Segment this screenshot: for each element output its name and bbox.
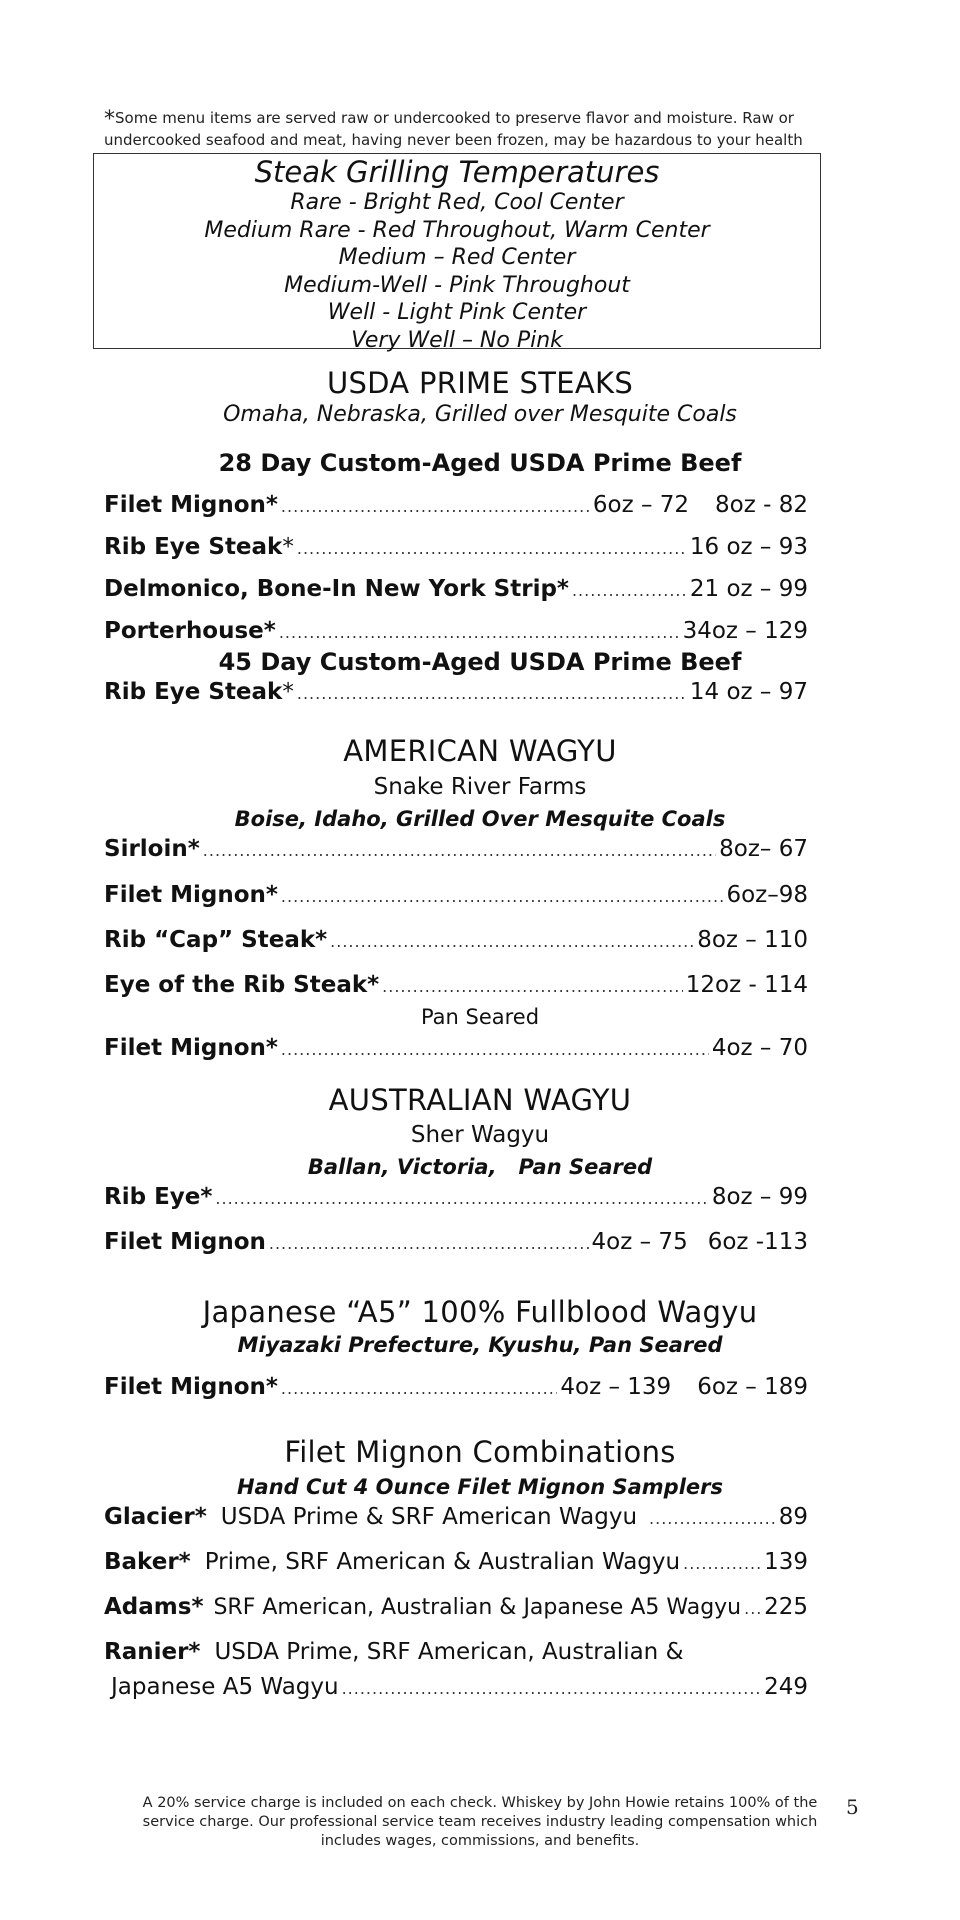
- page-number: 5: [846, 1795, 859, 1819]
- menu-item: [104, 880, 808, 912]
- leader-dots: [649, 1504, 776, 1534]
- menu-item: [104, 1372, 808, 1404]
- australian-farm: Sher Wagyu: [410, 1122, 550, 1148]
- item-name: Adams*: [104, 1594, 204, 1620]
- menu-item: [104, 1547, 808, 1579]
- menu-item: [104, 1227, 808, 1259]
- item-price-alt: 8oz - 82: [715, 492, 808, 518]
- item-name: Glacier*: [104, 1504, 207, 1530]
- combinations-subtitle: Hand Cut 4 Ounce Filet Mignon Samplers: [236, 1475, 724, 1499]
- leader-dots: [744, 1594, 761, 1624]
- item-name: Filet Mignon*: [104, 492, 278, 518]
- leader-dots: [269, 1229, 589, 1259]
- item-price: 8oz – 110: [697, 927, 808, 953]
- item-price: 8oz – 99: [711, 1184, 808, 1210]
- item-name: Filet Mignon*: [104, 1374, 278, 1400]
- temperature-line: Very Well – No Pink: [351, 327, 563, 353]
- menu-item-second-line: [111, 1672, 808, 1704]
- leader-dots: [279, 618, 680, 648]
- leader-dots: [281, 882, 724, 912]
- leader-dots: [281, 1374, 557, 1404]
- menu-item: [104, 1502, 808, 1534]
- combinations-title: Filet Mignon Combinations: [284, 1435, 676, 1469]
- item-price: 139: [764, 1549, 808, 1575]
- aged-28-heading: 28 Day Custom-Aged USDA Prime Beef: [218, 449, 742, 477]
- temperature-line: Rare - Bright Red, Cool Center: [290, 190, 624, 215]
- leader-dots: [215, 1184, 708, 1214]
- temperature-line: Well - Light Pink Center: [327, 300, 587, 325]
- temperature-line: Medium-Well - Pink Throughout: [284, 272, 630, 298]
- leader-dots: [330, 927, 694, 957]
- item-name: Filet Mignon*: [104, 882, 278, 908]
- item-price: 21 oz – 99: [689, 576, 808, 602]
- leader-dots: [297, 534, 687, 564]
- item-price: 89: [778, 1504, 808, 1530]
- item-description: USDA Prime & SRF American Wagyu: [220, 1504, 638, 1530]
- menu-item: [104, 490, 808, 522]
- american-farm: Snake River Farms: [373, 774, 587, 800]
- item-description: Prime, SRF American & Australian Wagyu: [204, 1549, 681, 1575]
- australian-wagyu-title: AUSTRALIAN WAGYU: [328, 1083, 632, 1117]
- grilling-temperatures-box: [93, 153, 821, 353]
- item-name: Filet Mignon: [104, 1229, 266, 1255]
- item-price: 249: [764, 1674, 808, 1700]
- temperature-line: Medium Rare - Red Throughout, Warm Center: [204, 217, 710, 243]
- temperatures-title: Steak Grilling Temperatures: [254, 155, 660, 189]
- usda-section-title: USDA PRIME STEAKS: [326, 366, 634, 400]
- menu-item: [104, 616, 808, 648]
- item-name: Filet Mignon*: [104, 1035, 278, 1061]
- disclaimer-asterisk: *: [104, 107, 115, 132]
- item-price: 4oz – 139: [560, 1374, 672, 1400]
- item-price: 34oz – 129: [682, 618, 808, 644]
- item-name: Baker*: [104, 1549, 191, 1575]
- item-description-continued: Japanese A5 Wagyu: [111, 1674, 339, 1700]
- service-charge-note: A 20% service charge is included on each check. Whiskey by John Howie retains 100% of the service charge. Our professional service team receives industry leading compensation which includes wages, commissions, and benefits.: [142, 1795, 818, 1849]
- menu-item: [104, 834, 808, 866]
- item-price: 6oz–98: [726, 882, 808, 908]
- leader-dots: [281, 492, 590, 522]
- american-wagyu-title: AMERICAN WAGYU: [343, 734, 617, 768]
- menu-item: [104, 1182, 808, 1214]
- item-price: 16 oz – 93: [689, 534, 808, 560]
- japanese-wagyu-title: Japanese “A5” 100% Fullblood Wagyu: [202, 1295, 758, 1329]
- item-price: 14 oz – 97: [689, 679, 808, 705]
- temperature-line: Medium – Red Center: [338, 245, 576, 270]
- menu-item: [104, 1033, 808, 1065]
- item-price: 225: [764, 1594, 808, 1620]
- aged-45-heading: 45 Day Custom-Aged USDA Prime Beef: [218, 648, 742, 676]
- pan-seared-label: Pan Seared: [420, 1005, 540, 1029]
- item-price: 8oz– 67: [719, 836, 808, 862]
- item-name: Rib Eye Steak: [104, 534, 283, 560]
- leader-dots: [683, 1549, 761, 1579]
- leader-dots: [342, 1674, 762, 1704]
- item-name: Sirloin*: [104, 836, 200, 862]
- leader-dots: [203, 836, 716, 866]
- leader-dots: [572, 576, 687, 606]
- leader-dots: [281, 1035, 709, 1065]
- raw-food-disclaimer: [104, 108, 824, 150]
- item-name: Rib Eye Steak: [104, 679, 283, 705]
- item-name: Eye of the Rib Steak*: [104, 972, 380, 998]
- item-price-alt: 6oz – 189: [697, 1374, 808, 1400]
- item-name: Rib “Cap” Steak*: [104, 927, 328, 953]
- disclaimer-text: Some menu items are served raw or undercooked to preserve flavor and moisture. Raw or undercooked seafood and meat, having never been frozen, may be hazardous to your health: [104, 109, 803, 149]
- japanese-origin: Miyazaki Prefecture, Kyushu, Pan Seared: [237, 1333, 723, 1357]
- menu-item: [104, 1592, 808, 1624]
- usda-origin: Omaha, Nebraska, Grilled over Mesquite Coals: [223, 402, 737, 427]
- menu-item: [104, 677, 808, 709]
- australian-origin: Ballan, Victoria, Pan Seared: [307, 1155, 653, 1179]
- item-asterisk: *: [282, 534, 294, 560]
- item-description: USDA Prime, SRF American, Australian &: [214, 1639, 684, 1665]
- item-price: 6oz – 72: [592, 492, 690, 518]
- leader-dots: [297, 679, 687, 709]
- item-price-alt: 6oz -113: [707, 1229, 808, 1255]
- menu-item: [104, 532, 808, 564]
- item-asterisk: *: [282, 679, 294, 705]
- item-name: Porterhouse*: [104, 618, 276, 644]
- item-price: 4oz – 70: [711, 1035, 808, 1061]
- item-name: Ranier*: [104, 1639, 201, 1665]
- menu-item: [104, 574, 808, 606]
- leader-dots: [382, 972, 683, 1002]
- item-name: Rib Eye*: [104, 1184, 213, 1210]
- item-name: Delmonico, Bone-In New York Strip*: [104, 576, 569, 602]
- item-price: 4oz – 75: [591, 1229, 688, 1255]
- menu-item: [104, 970, 808, 1002]
- american-origin: Boise, Idaho, Grilled Over Mesquite Coals: [234, 807, 726, 831]
- menu-item: [104, 925, 808, 957]
- menu-item-first-line: [104, 1637, 808, 1667]
- item-price: 12oz - 114: [685, 972, 808, 998]
- item-description: SRF American, Australian & Japanese A5 Wagyu: [213, 1595, 742, 1620]
